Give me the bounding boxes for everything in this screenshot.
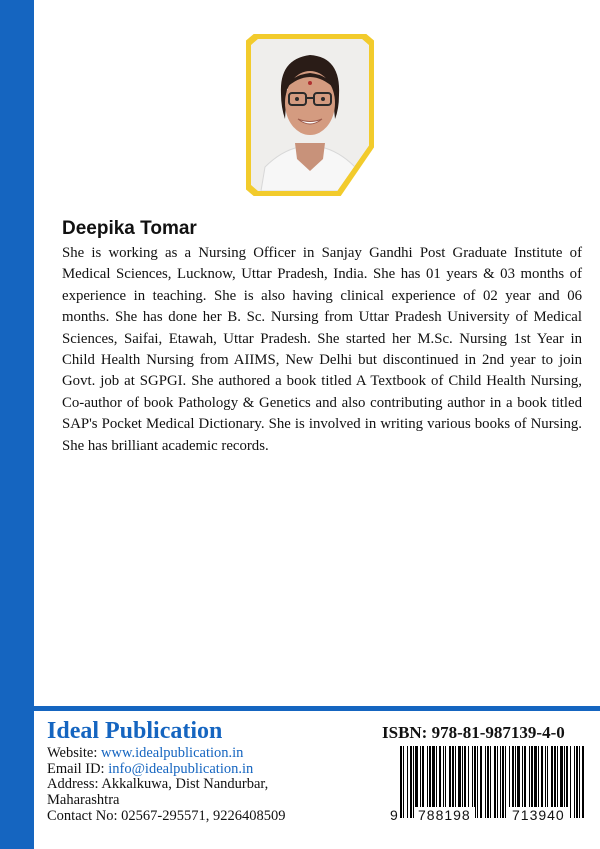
author-photo [251, 39, 369, 191]
author-name: Deepika Tomar [62, 218, 197, 239]
address-line [47, 776, 337, 808]
contact-value: 02567-295571, 9226408509 [121, 808, 286, 824]
barcode-digits-left: 788198 [414, 807, 475, 823]
footer-divider [34, 706, 600, 711]
address-label: Address: [47, 776, 102, 792]
publisher-name: Ideal Publication [47, 718, 223, 744]
website-label: Website: [47, 745, 101, 761]
barcode-digit-first: 9 [390, 807, 398, 823]
cover-spine-band [0, 0, 34, 849]
email-link[interactable]: info@idealpublication.in [108, 761, 254, 777]
barcode-digits [382, 807, 594, 827]
author-photo-frame [246, 34, 374, 196]
contact-label: Contact No: [47, 808, 122, 824]
author-portrait-icon [251, 39, 369, 191]
website-line [47, 745, 377, 761]
address-value: Akkalkuwa, Dist Nandurbar, Maharashtra [47, 776, 269, 808]
website-link[interactable]: www.idealpublication.in [101, 745, 244, 761]
isbn-label: ISBN: 978-81-987139-4-0 [382, 723, 565, 742]
email-line [47, 761, 377, 777]
author-bio: She is working as a Nursing Officer in Sanjay Gandhi Post Graduate Institute of Medical Sciences, Lucknow, Uttar Pradesh, India. She has 01 years & 03 months of experience in teaching. She is also having clinical experience of 02 year and 06 months. She has done her B. Sc. Nursing from Uttar Pradesh University of Medical Sciences, Saifai, Etawah, Uttar Pradesh. She started her M.Sc. Nursing 1st Year in Child Health Nursing from AIIMS, New Delhi but discontinued in 2nd year to join Govt. job at SGPGI. She authored a book titled A Textbook of Child Health Nursing, Co-author of book Pathology & Genetics and also contributing author in a book titled SAP's Pocket Medical Dictionary. She is involved in writing various books of Nursing. She has brilliant academic records. [62, 245, 582, 454]
email-label: Email ID: [47, 761, 109, 777]
contact-line [47, 808, 377, 824]
barcode-digits-right: 713940 [508, 807, 569, 823]
